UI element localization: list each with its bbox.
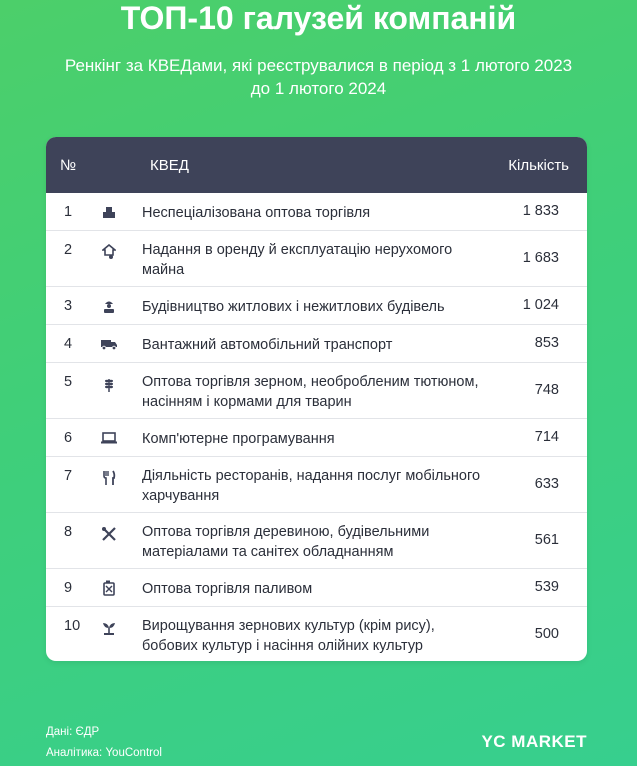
row-num: 4: [64, 336, 73, 352]
table-row: [46, 457, 587, 513]
fuel-can-icon: [100, 579, 118, 597]
row-num: 5: [64, 374, 73, 390]
sprout-icon: [100, 619, 118, 637]
row-name: Оптова торгівля паливом: [142, 581, 313, 597]
row-num: 1: [64, 204, 73, 220]
row-num: 7: [64, 468, 73, 484]
table-row: [46, 287, 587, 325]
footer-analytics: Аналітика: YouControl: [46, 747, 162, 759]
row-count: 561: [534, 532, 559, 548]
row-num: 10: [64, 618, 81, 634]
header-count: Кількість: [508, 157, 569, 174]
row-count: 714: [534, 429, 559, 445]
row-num: 9: [64, 580, 73, 596]
row-num: 6: [64, 430, 73, 446]
row-name: Комп'ютерне програмування: [142, 431, 335, 447]
row-name: Надання в оренду й експлуатацію нерухомого майна: [142, 242, 453, 278]
table-row: [46, 607, 587, 661]
tools-icon: [100, 525, 118, 543]
table-row: [46, 569, 587, 607]
table-row: [46, 513, 587, 569]
header-num: №: [60, 157, 77, 174]
fork-knife-icon: [100, 469, 118, 487]
table-row: [46, 363, 587, 419]
yc-market-logo: YC MARKET: [481, 732, 587, 751]
row-name: Неспеціалізована оптова торгівля: [142, 205, 371, 221]
row-count: 500: [534, 626, 559, 642]
row-count: 539: [534, 579, 559, 595]
header-kved: КВЕД: [150, 157, 189, 174]
footer-credits: [46, 722, 162, 764]
table-row: [46, 193, 587, 231]
row-count: 748: [534, 382, 559, 398]
page-subtitle: Ренкінг за КВЕДами, які реєструвалися в період з 1 лютого 2023 до 1 лютого 2024: [64, 56, 573, 98]
warehouse-icon: [100, 203, 118, 221]
page-title: ТОП-10 галузей компаній: [120, 0, 517, 36]
truck-icon: [100, 335, 118, 353]
row-count: 1 833: [522, 203, 559, 219]
row-num: 8: [64, 524, 73, 540]
row-count: 853: [534, 335, 559, 351]
row-num: 2: [64, 242, 73, 258]
ranking-table: [46, 137, 587, 661]
row-name: Вирощування зернових культур (крім рису), бобових культур і насіння олійних культур: [142, 618, 435, 654]
wheat-icon: [100, 375, 118, 393]
table-row: [46, 419, 587, 457]
table-row: [46, 325, 587, 363]
row-num: 3: [64, 298, 73, 314]
row-name: Діяльність ресторанів, надання послуг мобільного харчування: [142, 468, 481, 504]
laptop-icon: [100, 429, 118, 447]
builder-icon: [100, 297, 118, 315]
row-count: 1 683: [522, 250, 559, 266]
row-name: Оптова торгівля зерном, необробленим тютюном, насінням і кормами для тварин: [142, 374, 479, 410]
row-count: 1 024: [522, 297, 559, 313]
table-header: [46, 137, 587, 193]
house-key-icon: [100, 243, 118, 261]
footer-source: Дані: ЄДР: [46, 726, 100, 738]
table-row: [46, 231, 587, 287]
row-name: Вантажний автомобільний транспорт: [142, 337, 393, 353]
row-name: Оптова торгівля деревиною, будівельними матеріалами та санітех обладнанням: [142, 524, 430, 560]
row-count: 633: [534, 476, 559, 492]
row-name: Будівництво житлових і нежитлових будівель: [142, 299, 445, 315]
